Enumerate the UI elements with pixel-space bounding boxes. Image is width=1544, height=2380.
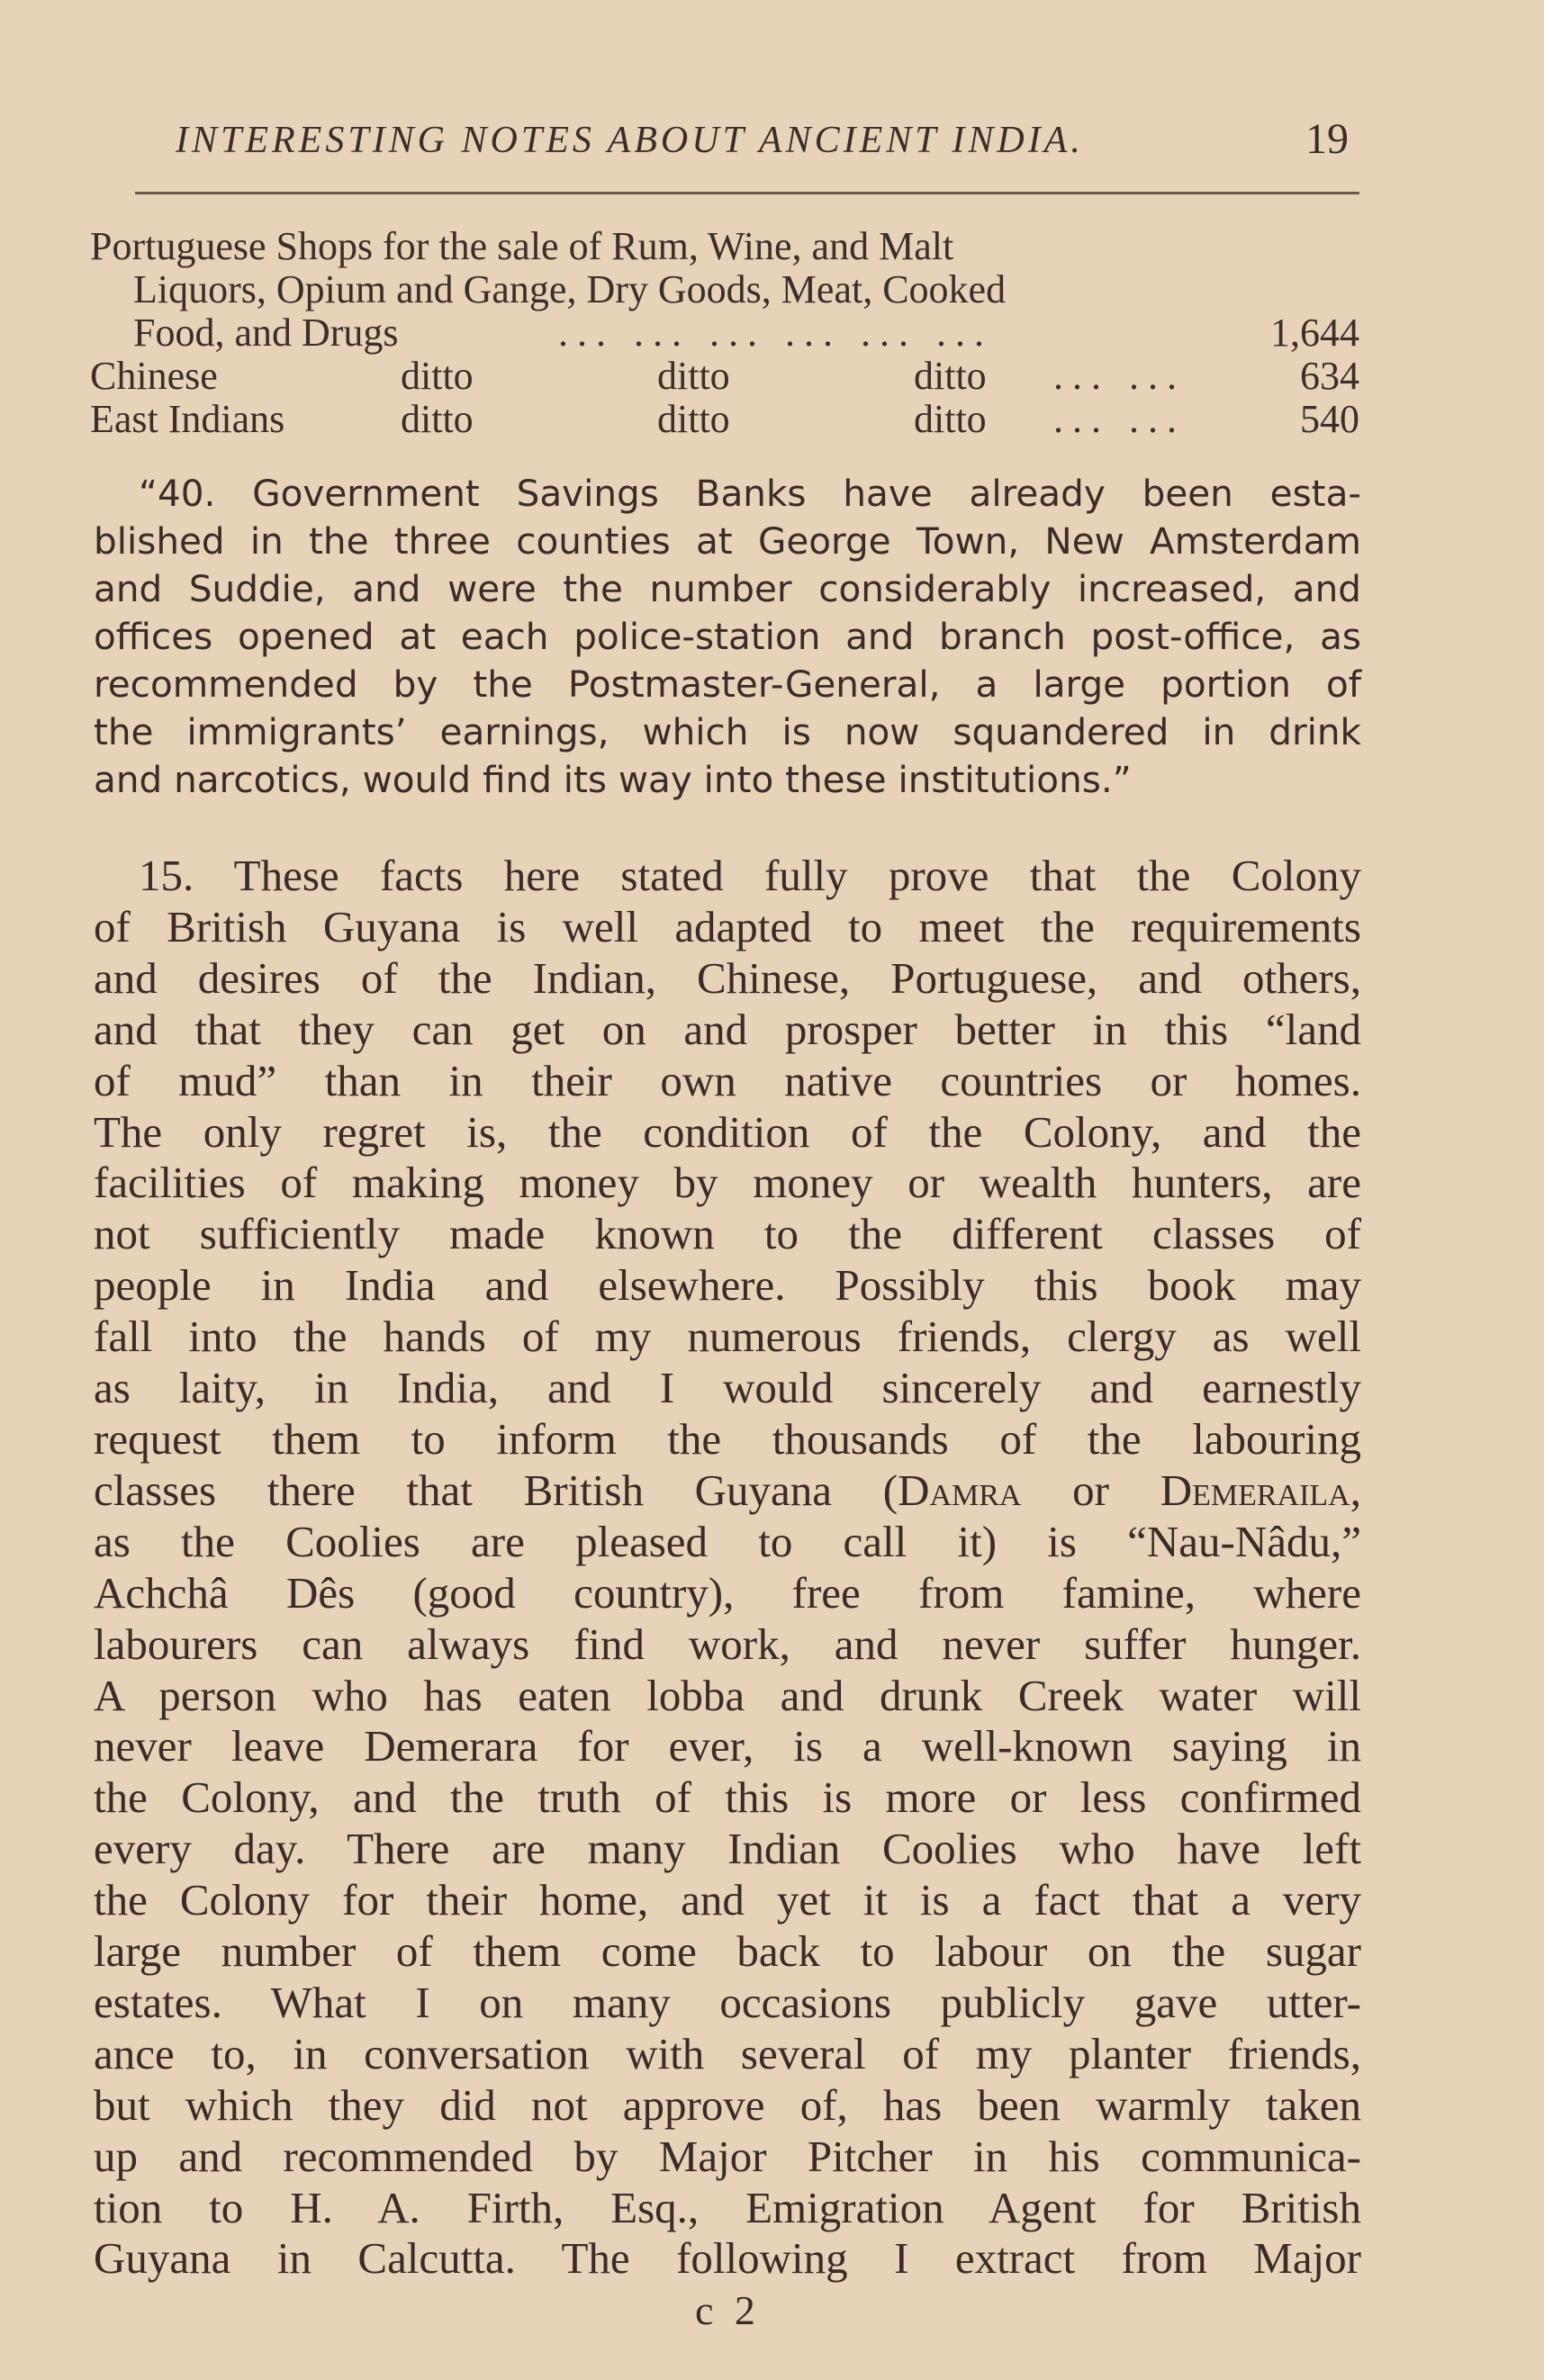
text-line: request them to inform the thousands of the labouring bbox=[94, 1413, 1361, 1464]
table-row bbox=[90, 353, 1359, 396]
text-line: recommended by the Postmaster-General, a large portion of bbox=[94, 663, 1361, 706]
page-number: 19 bbox=[1305, 115, 1349, 163]
text-line: and narcotics, would find its way into these institutions.” bbox=[94, 758, 1132, 801]
small-caps-word: Demeraila bbox=[1160, 1465, 1350, 1515]
text-line: blished in the three counties at George Town, New Amsterdam bbox=[94, 519, 1361, 563]
text-fragment: or bbox=[1021, 1465, 1160, 1515]
text-line: ance to, in conversation with several of my planter friends, bbox=[94, 2028, 1361, 2078]
table-row bbox=[90, 266, 1359, 310]
text-line: the Colony, and the truth of this is more or less confirmed bbox=[94, 1772, 1361, 1823]
text-line: people in India and elsewhere. Possibly this book may bbox=[94, 1260, 1361, 1311]
table-cell: Portuguese Shops for the sale of Rum, Wine, and Malt bbox=[90, 224, 954, 268]
text-fragment: classes there that British Guyana ( bbox=[94, 1465, 898, 1515]
text-line: the immigrants’ earnings, which is now squandered in drink bbox=[94, 710, 1361, 753]
table-cell: ditto bbox=[657, 397, 730, 441]
text-line: and that they can get on and prosper better in this “land bbox=[94, 1004, 1361, 1054]
text-line: and Suddie, and were the number considerably increased, and bbox=[94, 567, 1361, 610]
text-line: fall into the hands of my numerous friends, clergy as well bbox=[94, 1312, 1361, 1362]
table-cell: ditto bbox=[401, 354, 474, 398]
quoted-paragraph-40 bbox=[94, 470, 1361, 804]
table-cell: ditto bbox=[401, 397, 474, 441]
running-header: INTERESTING NOTES ABOUT ANCIENT INDIA. bbox=[176, 120, 1084, 161]
table-cell: ditto bbox=[914, 354, 987, 398]
signature-mark: c 2 bbox=[695, 2287, 761, 2333]
shops-table bbox=[90, 223, 1359, 439]
text-line: Achchâ Dês (good country), free from famine, where bbox=[94, 1567, 1361, 1618]
text-line: never leave Demerara for ever, is a well-known saying in bbox=[94, 1721, 1361, 1771]
text-line: of mud” than in their own native countries or homes. bbox=[94, 1055, 1361, 1105]
text-line: Guyana in Calcutta. The following I extract from Major bbox=[94, 2233, 1361, 2284]
header-rule bbox=[135, 192, 1359, 194]
text-line: as laity, in India, and I would sincerely and earnestly bbox=[94, 1363, 1361, 1413]
text-line: labourers can always find work, and never suffer hunger. bbox=[94, 1618, 1361, 1669]
small-caps-word: Damra bbox=[898, 1465, 1022, 1515]
text-line: the Colony for their home, and yet it is a fact that a very bbox=[94, 1875, 1361, 1925]
leader-dots: ... ... bbox=[1053, 397, 1186, 441]
leader-dots: ... ... ... ... ... ... bbox=[558, 311, 993, 355]
text-line: and desires of the Indian, Chinese, Portuguese, and others, bbox=[94, 952, 1361, 1003]
text-line: “40. Government Savings Banks have already been esta- bbox=[139, 472, 1361, 515]
text-line: The only regret is, the condition of the Colony, and the bbox=[94, 1106, 1361, 1157]
table-cell: ditto bbox=[914, 397, 987, 441]
table-cell: Chinese bbox=[90, 354, 218, 398]
text-line bbox=[94, 1465, 1361, 1517]
text-line: tion to H. A. Firth, Esq., Emigration Agent for British bbox=[94, 2182, 1361, 2232]
text-line: estates. What I on many occasions publicly gave utter- bbox=[94, 1977, 1361, 2027]
table-value: 1,644 bbox=[1270, 311, 1359, 355]
table-value: 540 bbox=[1300, 397, 1359, 441]
paragraph-15 bbox=[94, 851, 1361, 2285]
table-cell: East Indians bbox=[90, 397, 285, 441]
text-line: 15. These facts here stated fully prove that the Colony bbox=[139, 851, 1361, 900]
table-value: 634 bbox=[1300, 354, 1359, 398]
table-row bbox=[90, 396, 1359, 439]
leader-dots: ... ... bbox=[1053, 354, 1186, 398]
text-line: offices opened at each police-station and branch post-office, as bbox=[94, 615, 1361, 658]
table-cell: ditto bbox=[657, 354, 730, 398]
text-line: large number of them come back to labour on the sugar bbox=[94, 1926, 1361, 1977]
text-line: up and recommended by Major Pitcher in his communica- bbox=[94, 2131, 1361, 2181]
text-line: A person who has eaten lobba and drunk Creek water will bbox=[94, 1670, 1361, 1720]
text-line: facilities of making money by money or wealth hunters, are bbox=[94, 1158, 1361, 1208]
text-line: but which they did not approve of, has been warmly taken bbox=[94, 2079, 1361, 2130]
text-line: as the Coolies are pleased to call it) is “Nau-Nâdu,” bbox=[94, 1516, 1361, 1566]
table-cell: Liquors, Opium and Gange, Dry Goods, Meat, Cooked bbox=[133, 267, 1007, 311]
table-row bbox=[90, 223, 1359, 266]
text-line: not sufficiently made known to the different classes of bbox=[94, 1209, 1361, 1259]
text-line: every day. There are many Indian Coolies who have left bbox=[94, 1824, 1361, 1874]
table-cell: Food, and Drugs bbox=[133, 311, 399, 355]
text-line: of British Guyana is well adapted to meet the requirements bbox=[94, 901, 1361, 951]
text-fragment: , bbox=[1350, 1465, 1361, 1515]
table-row bbox=[90, 310, 1359, 353]
